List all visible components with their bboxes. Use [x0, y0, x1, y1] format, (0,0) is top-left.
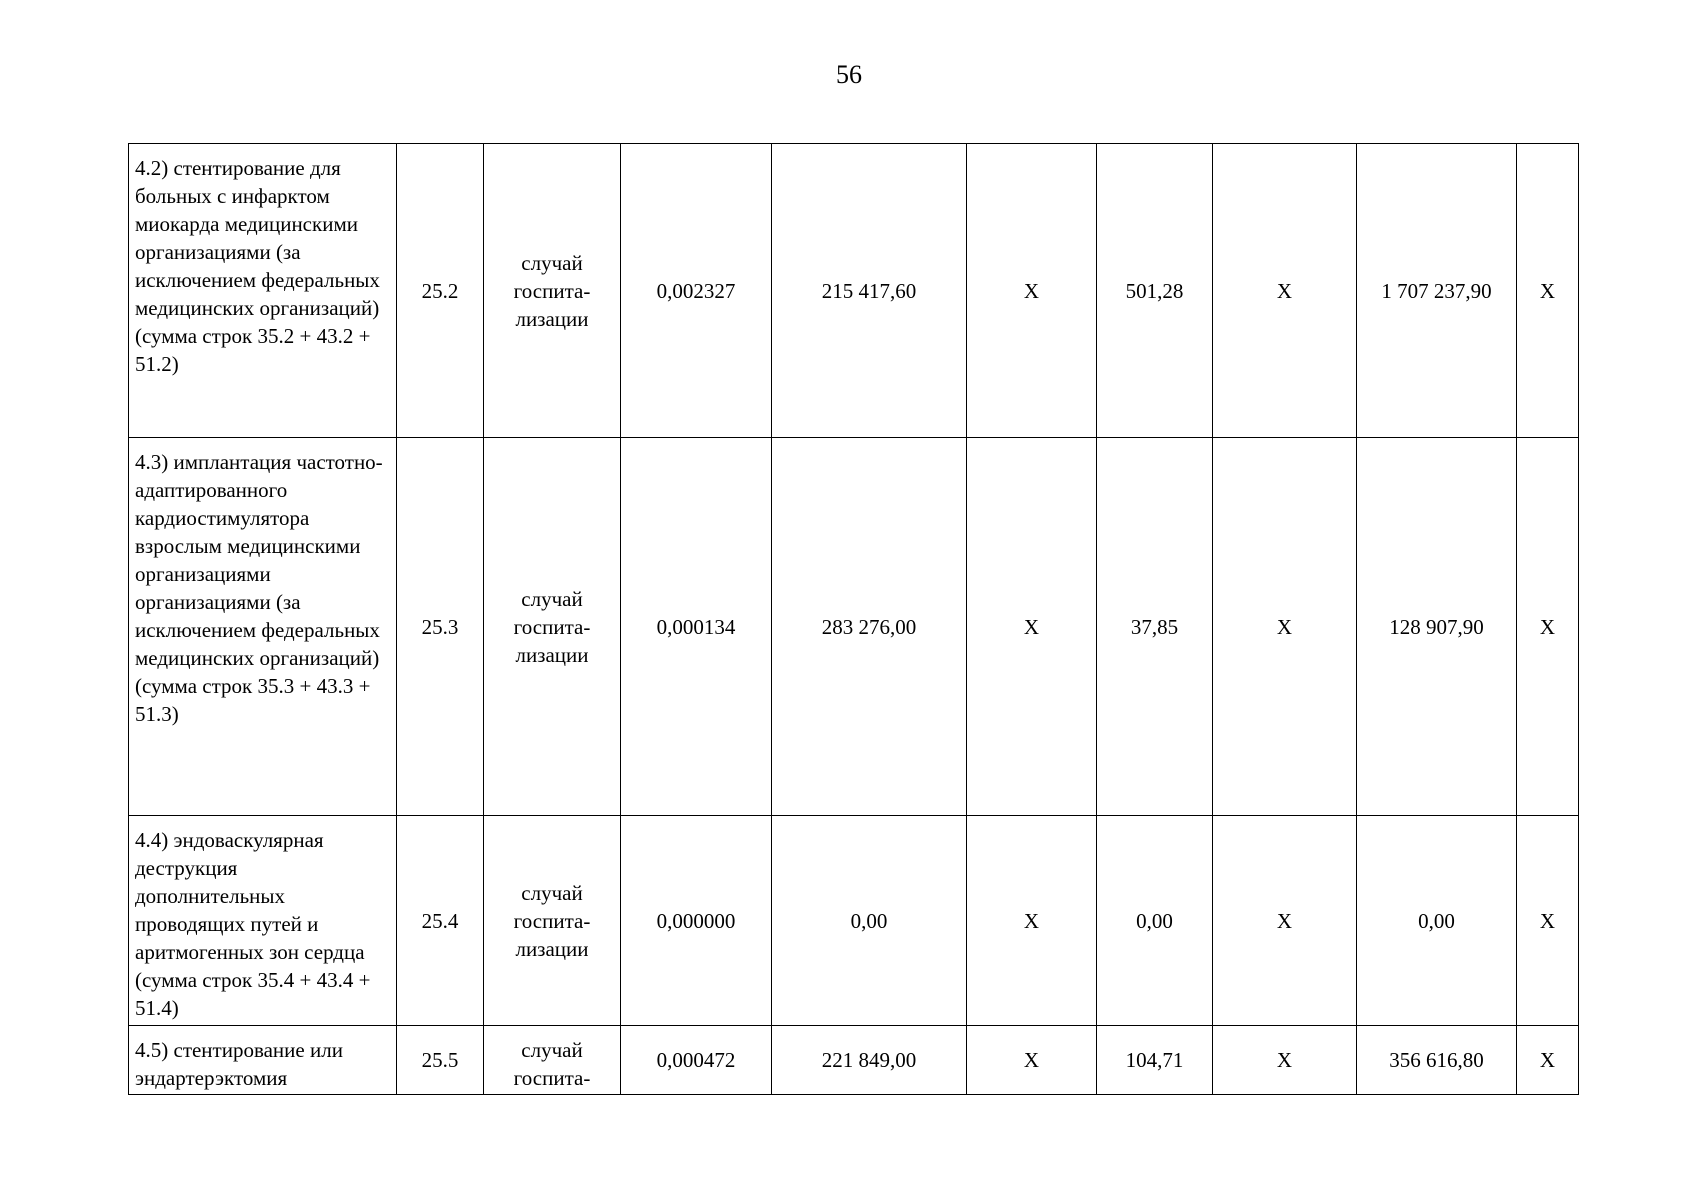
row-col6: X [967, 144, 1097, 438]
table-row [129, 144, 1579, 438]
row-description: 4.3) имплантация частотно-адаптированного кардиостимулятора взрослым медицинскими организациями организациями (за исключением федеральных медицинских организаций) (сумма строк 35.3 + 43.3 + 51.3) [129, 438, 397, 816]
row-line-number: 25.5 [397, 1026, 484, 1095]
row-col10: X [1517, 1026, 1579, 1095]
row-col10: X [1517, 438, 1579, 816]
row-col6: X [967, 816, 1097, 1026]
row-col10: X [1517, 144, 1579, 438]
row-norm: 0,000472 [621, 1026, 772, 1095]
row-unit: случай госпита- лизации [484, 816, 621, 1026]
row-line-number: 25.4 [397, 816, 484, 1026]
row-col9: 128 907,90 [1357, 438, 1517, 816]
table-row [129, 438, 1579, 816]
row-line-number: 25.2 [397, 144, 484, 438]
row-unit: случай госпита- лизации [484, 144, 621, 438]
row-description: 4.4) эндоваскулярная деструкция дополнительных проводящих путей и аритмогенных зон сердца (сумма строк 35.4 + 43.4 + 51.4) [129, 816, 397, 1026]
row-col6: X [967, 1026, 1097, 1095]
row-col8: X [1213, 816, 1357, 1026]
row-col10: X [1517, 816, 1579, 1026]
row-col9: 356 616,80 [1357, 1026, 1517, 1095]
table-row [129, 816, 1579, 1026]
row-description: 4.5) стентирование или эндартерэктомия [129, 1026, 397, 1095]
row-col6: X [967, 438, 1097, 816]
row-col7: 37,85 [1097, 438, 1213, 816]
row-description: 4.2) стентирование для больных с инфарктом миокарда медицинскими организациями (за исключением федеральных медицинских организаций) (сумма строк 35.2 + 43.2 + 51.2) [129, 144, 397, 438]
row-unit: случай госпита- лизации [484, 438, 621, 816]
table-row [129, 1026, 1579, 1095]
row-col9: 0,00 [1357, 816, 1517, 1026]
row-line-number: 25.3 [397, 438, 484, 816]
row-cost: 215 417,60 [772, 144, 967, 438]
row-norm: 0,000134 [621, 438, 772, 816]
row-col7: 104,71 [1097, 1026, 1213, 1095]
row-cost: 283 276,00 [772, 438, 967, 816]
row-col9: 1 707 237,90 [1357, 144, 1517, 438]
row-unit: случай госпита- [484, 1026, 621, 1095]
row-cost: 221 849,00 [772, 1026, 967, 1095]
row-col8: X [1213, 144, 1357, 438]
row-col7: 501,28 [1097, 144, 1213, 438]
row-col7: 0,00 [1097, 816, 1213, 1026]
row-cost: 0,00 [772, 816, 967, 1026]
row-norm: 0,002327 [621, 144, 772, 438]
data-table [128, 143, 1579, 1095]
row-norm: 0,000000 [621, 816, 772, 1026]
page-number: 56 [836, 60, 862, 89]
row-col8: X [1213, 438, 1357, 816]
row-col8: X [1213, 1026, 1357, 1095]
